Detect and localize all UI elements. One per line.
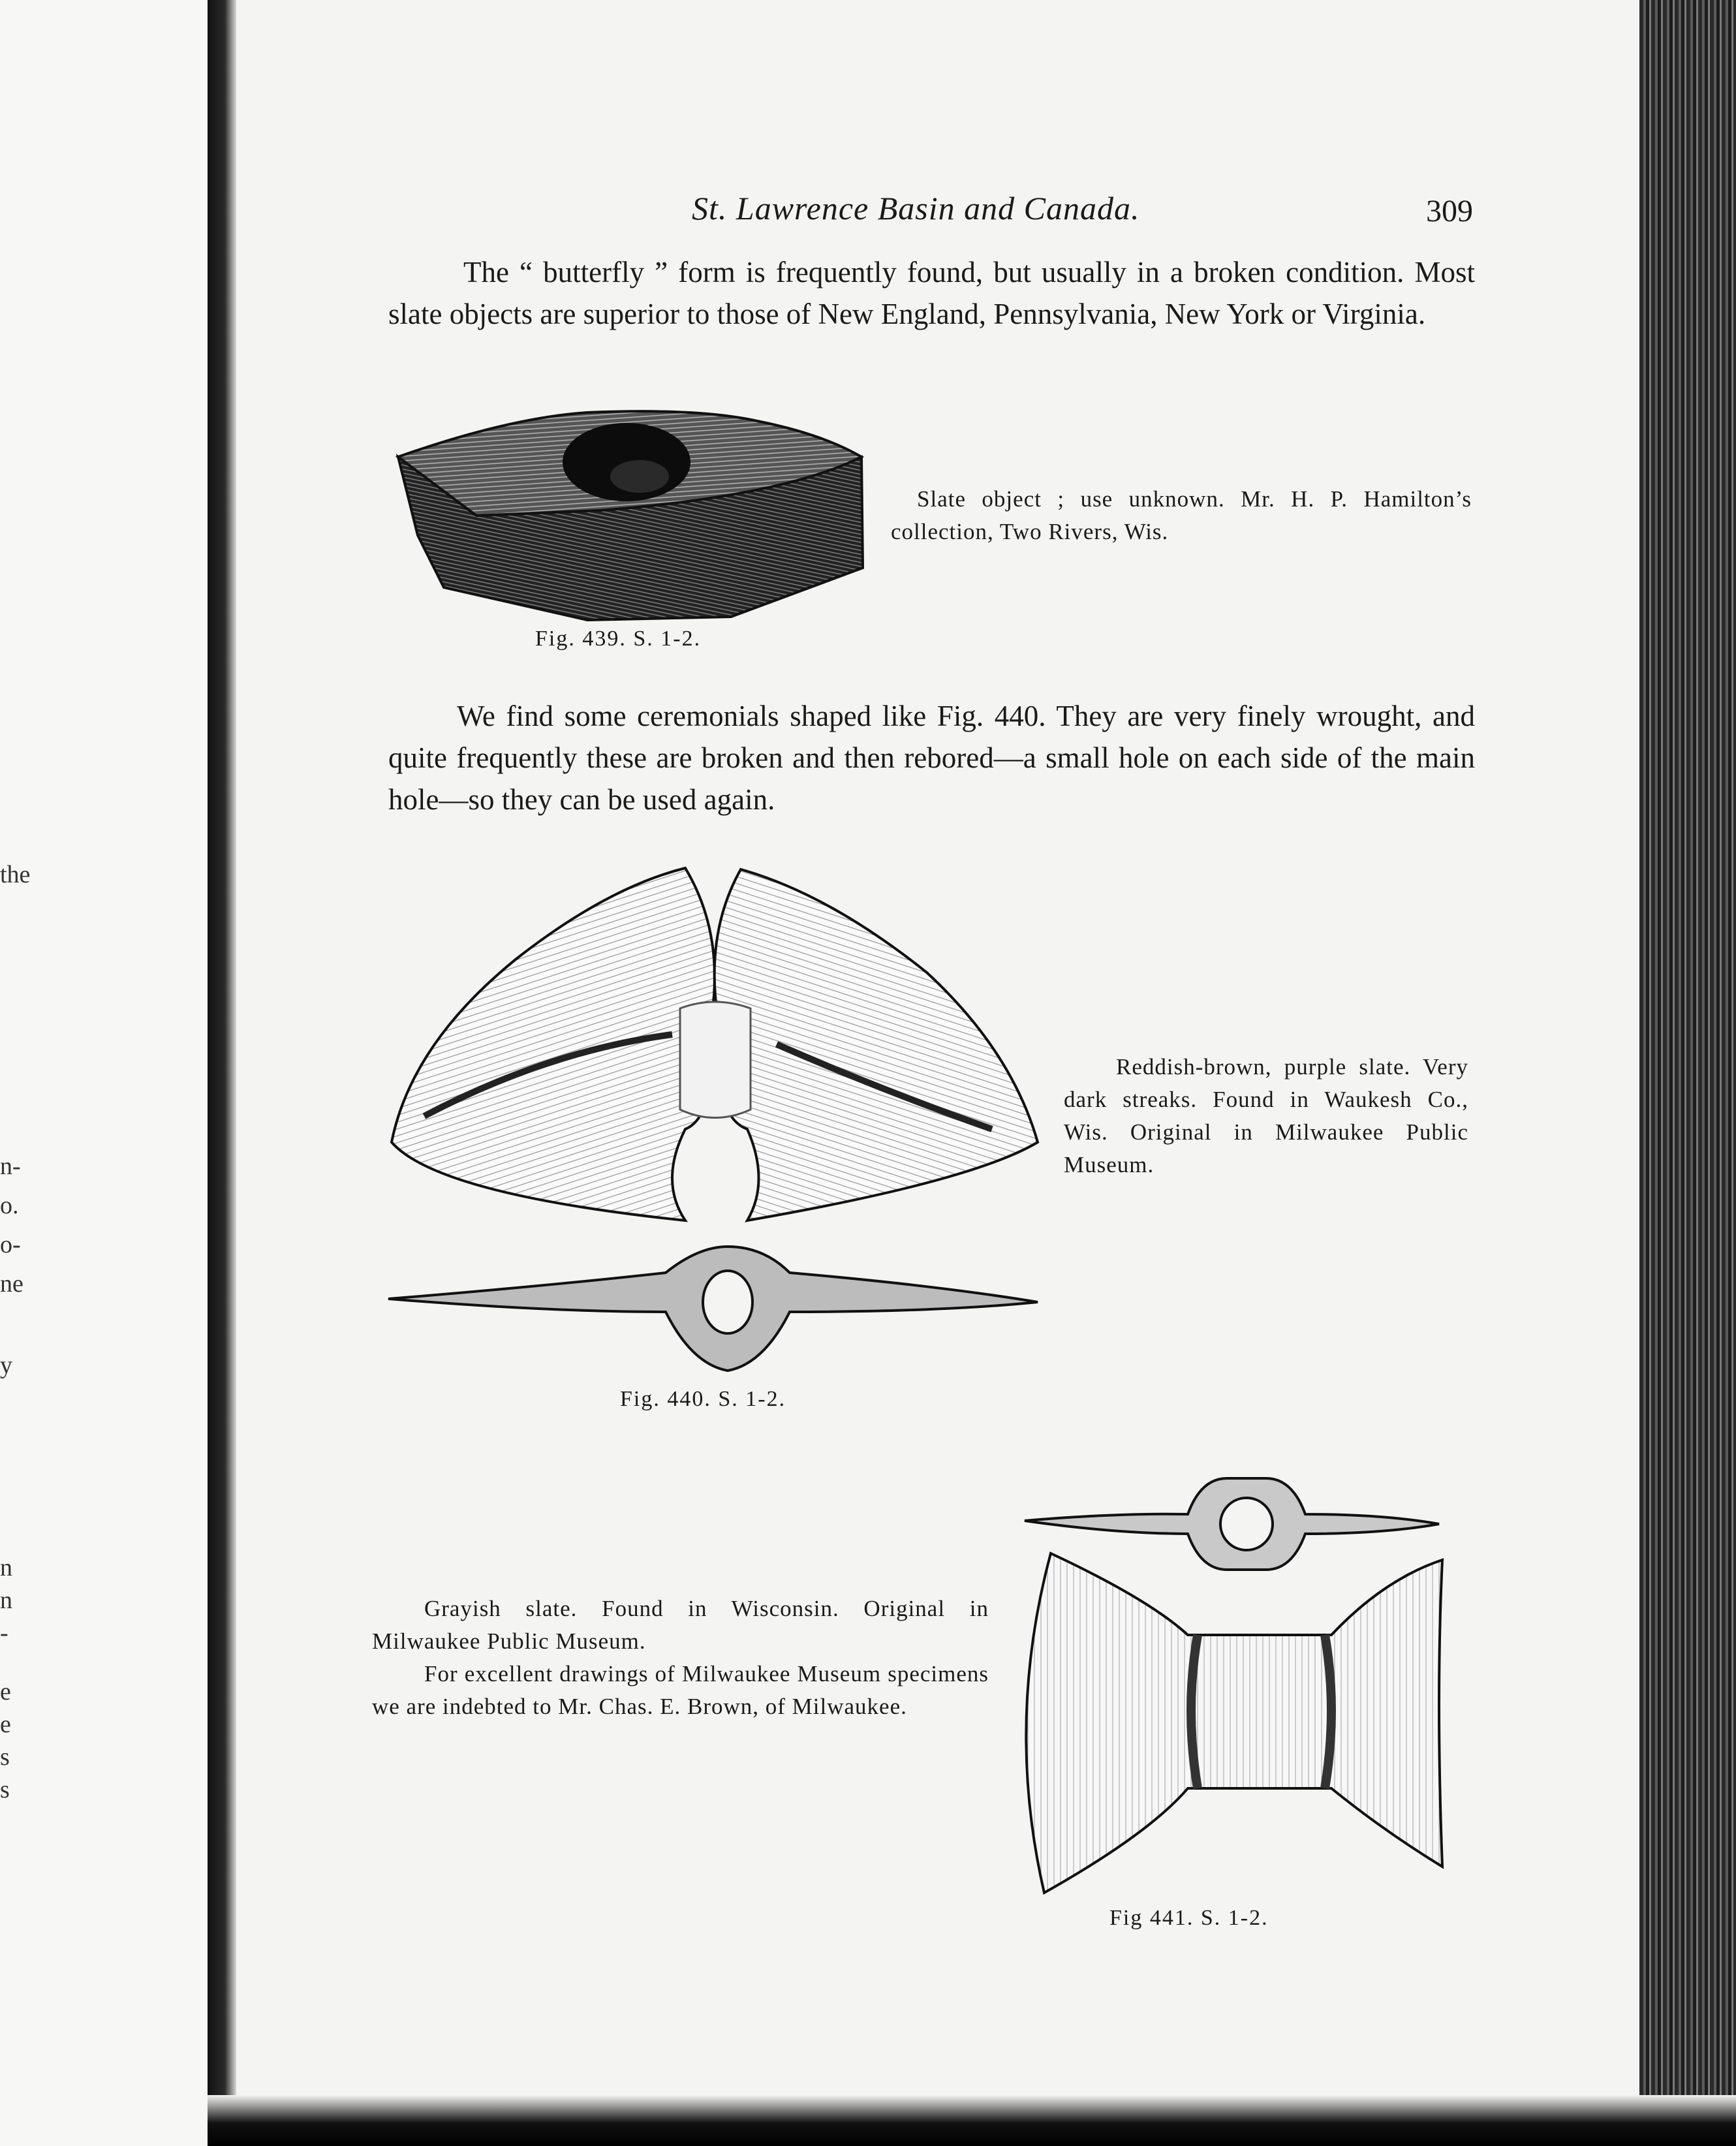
figure-caption: Slate object ; use unknown. Mr. H. P. Hamilton’s collection, Two Rivers, Wis. <box>891 486 1472 544</box>
fig-441-illustration <box>1018 1469 1449 1899</box>
left-page-fragment: n <box>0 1587 12 1614</box>
paragraph: We find some ceremonials shaped like Fig. 440. They are very finely wrought, and quite frequently these are broken and then rebored—a small hole on each side of the main hole—so they can be used again. <box>388 700 1475 816</box>
figure-label: Fig. 439. S. 1-2. <box>535 627 702 651</box>
figure-label: Fig 441. S. 1-2. <box>1109 1906 1269 1930</box>
left-page-fragment: e <box>0 1711 11 1738</box>
left-page-fragment: e <box>0 1678 11 1705</box>
figure-label: Fig. 440. S. 1-2. <box>620 1387 786 1411</box>
left-page-edge <box>0 0 208 2146</box>
left-page-fragment: - <box>0 1619 8 1647</box>
fig-440-illustration <box>385 855 1044 1384</box>
left-page-fragment: n <box>0 1554 12 1581</box>
fig-439-illustration <box>392 405 868 627</box>
left-page-fragment: ne <box>0 1270 23 1298</box>
left-page-fragment: n- <box>0 1153 21 1180</box>
page-edges <box>1639 0 1736 2146</box>
figure-caption: Grayish slate. Found in Wisconsin. Original in Milwaukee Public Museum. <box>372 1596 989 1654</box>
left-page-fragment: the <box>0 861 31 888</box>
paragraph: The “ butterfly ” form is frequently found, but usually in a broken condition. Most slate objects are superior to those of New England, Pennsylvania, New York or Virginia. <box>388 256 1475 330</box>
bottom-shadow <box>208 2095 1736 2146</box>
left-page-fragment: o- <box>0 1231 21 1258</box>
running-head: St. Lawrence Basin and Canada. <box>692 190 1140 226</box>
page-number: 309 <box>1426 194 1473 228</box>
left-page-fragment: o. <box>0 1192 19 1219</box>
figure-caption: Reddish-brown, purple slate. Very dark streaks. Found in Waukesh Co., Wis. Original in Milwaukee Public Museum. <box>1064 1054 1468 1177</box>
figure-caption-block <box>372 1593 989 1723</box>
left-page-fragment: s <box>0 1743 10 1771</box>
left-page-fragment: s <box>0 1776 10 1803</box>
left-page-fragment: y <box>0 1352 12 1379</box>
book-gutter <box>208 0 236 2146</box>
acknowledgement-note: For excellent drawings of Milwaukee Museum specimens we are indebted to Mr. Chas. E. Brown, of Milwaukee. <box>372 1661 989 1719</box>
